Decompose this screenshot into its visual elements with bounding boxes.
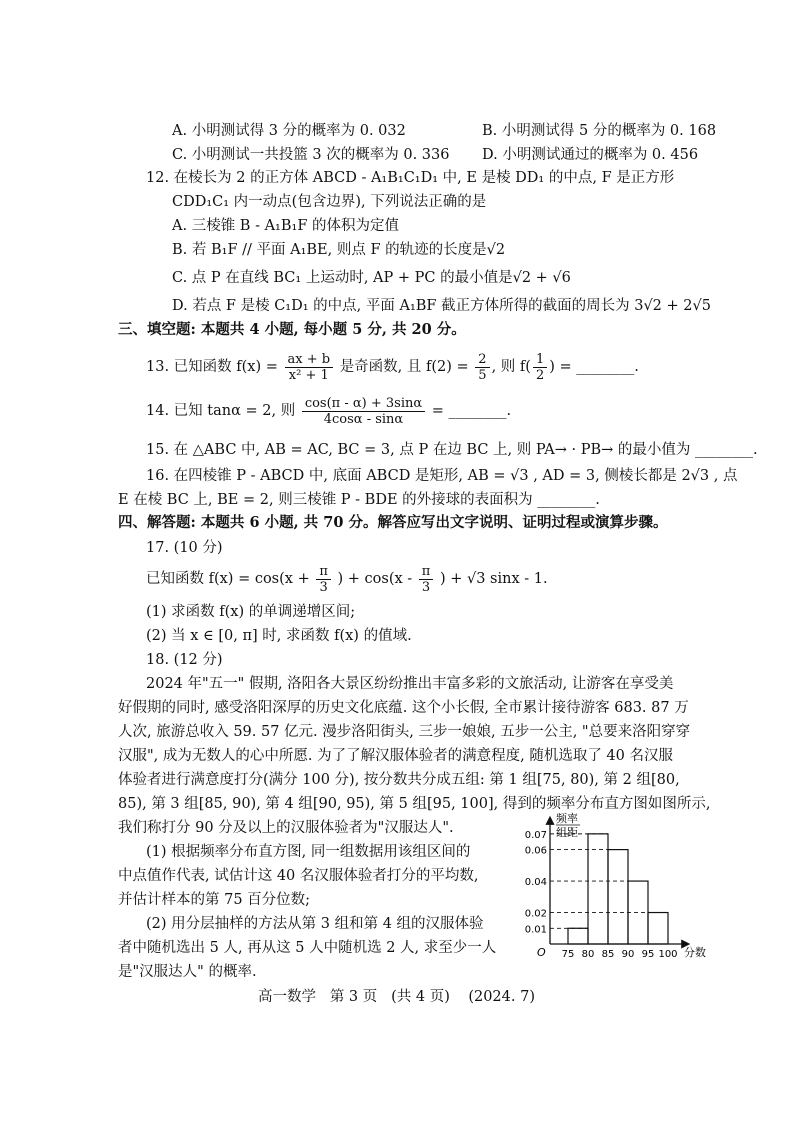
q17-fraction-1: $\frac{\pi}{3}$ <box>316 564 331 595</box>
q18-part1-line: (1) 根据频率分布直方图, 同一组数据用该组区间的 <box>146 844 471 860</box>
q17-function <box>146 562 548 596</box>
x-tick-label: 100 <box>658 949 678 960</box>
q17-fraction-2: $\frac{\pi}{3}$ <box>419 564 434 595</box>
q13-mid: 是奇函数, 且 f(2) = <box>339 359 469 375</box>
x-tick-label: 75 <box>561 949 575 960</box>
q13-post: ) = ________. <box>549 359 639 375</box>
histogram-bar <box>608 850 628 944</box>
q17-head: 17. (10 分) <box>146 540 223 556</box>
q12-option-c: C. 点 P 在直线 BC₁ 上运动时, AP + PC 的最小值是√2 + √6 <box>172 270 571 286</box>
q12-option-a: A. 三棱锥 B - A₁B₁F 的体积为定值 <box>172 218 399 234</box>
q18-text-line: 人次, 旅游总收入 59. 57 亿元. 漫步洛阳街头, 三步一娘娘, 五步一公主, "总要来洛阳穿穿 <box>118 724 691 740</box>
footer-subject: 高一数学 <box>258 989 316 1005</box>
y-tick-label: 0.06 <box>524 845 547 857</box>
q18-part1-line: 并估计样本的第 75 百分位数; <box>118 892 311 908</box>
histogram-bar <box>648 913 668 944</box>
q12-stem-line1: 12. 在棱长为 2 的正方体 ABCD - A₁B₁C₁D₁ 中, E 是棱 DD₁ 的中点, F 是正方形 <box>146 170 675 186</box>
histogram-bar <box>568 928 588 944</box>
x-tick-label: 80 <box>581 949 595 960</box>
q14-pre: 14. 已知 tanα = 2, 则 <box>146 403 296 419</box>
y-axis-label-bottom: 组距 <box>556 826 578 839</box>
q18-text-line: 汉服", 成为无数人的心中所愿. 为了了解汉服体验者的满意程度, 随机选取了 40 名汉服 <box>118 748 673 764</box>
footer-date: (2024. 7) <box>468 989 535 1005</box>
q18-text-line: 体验者进行满意度打分(满分 100 分), 按分数共分成五组: 第 1 组[75, 80), 第 2 组[80, <box>118 772 680 788</box>
section-3-heading: 三、填空题: 本题共 4 小题, 每小题 5 分, 共 20 分。 <box>118 321 466 338</box>
q11-option-b: B. 小明测试得 5 分的概率为 0. 168 <box>482 123 717 139</box>
section-4-heading: 四、解答题: 本题共 6 小题, 共 70 分。解答应写出文字说明、证明过程或演算步骤。 <box>118 514 668 531</box>
q13 <box>146 350 639 384</box>
q18-part2-line: 是"汉服达人" 的概率. <box>118 964 257 980</box>
q17-f-mid: ) + cos(x - <box>337 571 413 587</box>
q17-part1: (1) 求函数 f(x) 的单调递增区间; <box>146 604 356 620</box>
q17-part2: (2) 当 x ∈ [0, π] 时, 求函数 f(x) 的值域. <box>146 628 412 644</box>
x-tick-label: 85 <box>601 949 615 960</box>
q18-text-line: 我们称打分 90 分及以上的汉服体验者为"汉服达人". <box>118 820 454 836</box>
q14-post: = ________. <box>431 403 512 419</box>
q13-pre: 13. 已知函数 f(x) = <box>146 359 278 375</box>
x-axis-label: 分数 <box>684 946 706 959</box>
origin-label: O <box>537 946 546 959</box>
q18-part2-line: 者中随机选出 5 人, 再从这 5 人中随机选 2 人, 求至少一人 <box>118 940 497 956</box>
q17-f-post: ) + √3 sinx - 1. <box>439 571 548 587</box>
q18-part2-line: (2) 用分层抽样的方法从第 3 组和第 4 组的汉服体验 <box>146 916 484 932</box>
q12-stem-line2: CDD₁C₁ 内一动点(包含边界), 下列说法正确的是 <box>172 194 487 210</box>
x-tick-label: 90 <box>621 949 635 960</box>
q18-head: 18. (12 分) <box>146 652 223 668</box>
q13-mid2: , 则 f( <box>491 359 531 375</box>
q11-option-c: C. 小明测试一共投篮 3 次的概率为 0. 336 <box>172 147 450 163</box>
histogram-bar <box>588 834 608 944</box>
y-tick-label: 0.07 <box>524 829 547 841</box>
q12-option-d: D. 若点 F 是棱 C₁D₁ 的中点, 平面 A₁BF 截正方体所得的截面的周长为 3√2 + 2√5 <box>172 298 711 314</box>
q18-part1-line: 中点值作代表, 试估计这 40 名汉服体验者打分的平均数, <box>118 868 479 884</box>
q14 <box>146 394 511 428</box>
q11-option-d: D. 小明测试通过的概率为 0. 456 <box>482 147 699 163</box>
y-tick-label: 0.01 <box>524 924 547 936</box>
q17-f-pre: 已知函数 f(x) = cos(x + <box>146 571 310 587</box>
frequency-histogram <box>510 812 710 968</box>
y-tick-label: 0.02 <box>524 908 547 920</box>
q13-fraction-3: $\frac{1}{2}$ <box>533 352 547 383</box>
x-tick-label: 95 <box>641 949 655 960</box>
footer-page: 第 3 页 <box>329 989 378 1005</box>
q13-fraction-1: $\frac{ax + b}{\text{x² + 1}}$ <box>285 352 334 383</box>
footer-total: (共 4 页) <box>391 989 450 1005</box>
q16-line2: E 在棱 BC 上, BE = 2, 则三棱锥 P - BDE 的外接球的表面积为 ________. <box>118 492 600 508</box>
q16-line1: 16. 在四棱锥 P - ABCD 中, 底面 ABCD 是矩形, AB = √3 , AD = 3, 侧棱长都是 2√3 , 点 <box>146 468 738 484</box>
q18-text-line: 2024 年"五一" 假期, 洛阳各大景区纷纷推出丰富多彩的文旅活动, 让游客在享受美 <box>146 676 674 692</box>
q18-text-line: 好假期的同时, 感受洛阳深厚的历史文化底蕴. 这个小长假, 全市累计接待游客 683. 87 万 <box>118 700 689 716</box>
q14-fraction: $\frac{\cos(\pi - \alpha) + 3\sin\alpha}{4\cos\alpha - \sin\alpha}$ <box>302 396 425 427</box>
q15: 15. 在 △ABC 中, AB = AC, BC = 3, 点 P 在边 BC 上, 则 PA→ · PB→ 的最小值为 ________. <box>146 442 758 458</box>
q18-text-line: 85), 第 3 组[85, 90), 第 4 组[90, 95), 第 5 组[95, 100], 得到的频率分布直方图如图所示, <box>118 796 711 812</box>
q11-option-a: A. 小明测试得 3 分的概率为 0. 032 <box>172 123 406 139</box>
y-axis-label-top: 频率 <box>556 812 578 825</box>
q12-option-b: B. 若 B₁F // 平面 A₁BE, 则点 F 的轨迹的长度是√2 <box>172 242 506 258</box>
page-footer <box>258 985 535 1006</box>
q13-fraction-2: $\frac{2}{5}$ <box>475 352 489 383</box>
y-tick-label: 0.04 <box>524 877 547 889</box>
